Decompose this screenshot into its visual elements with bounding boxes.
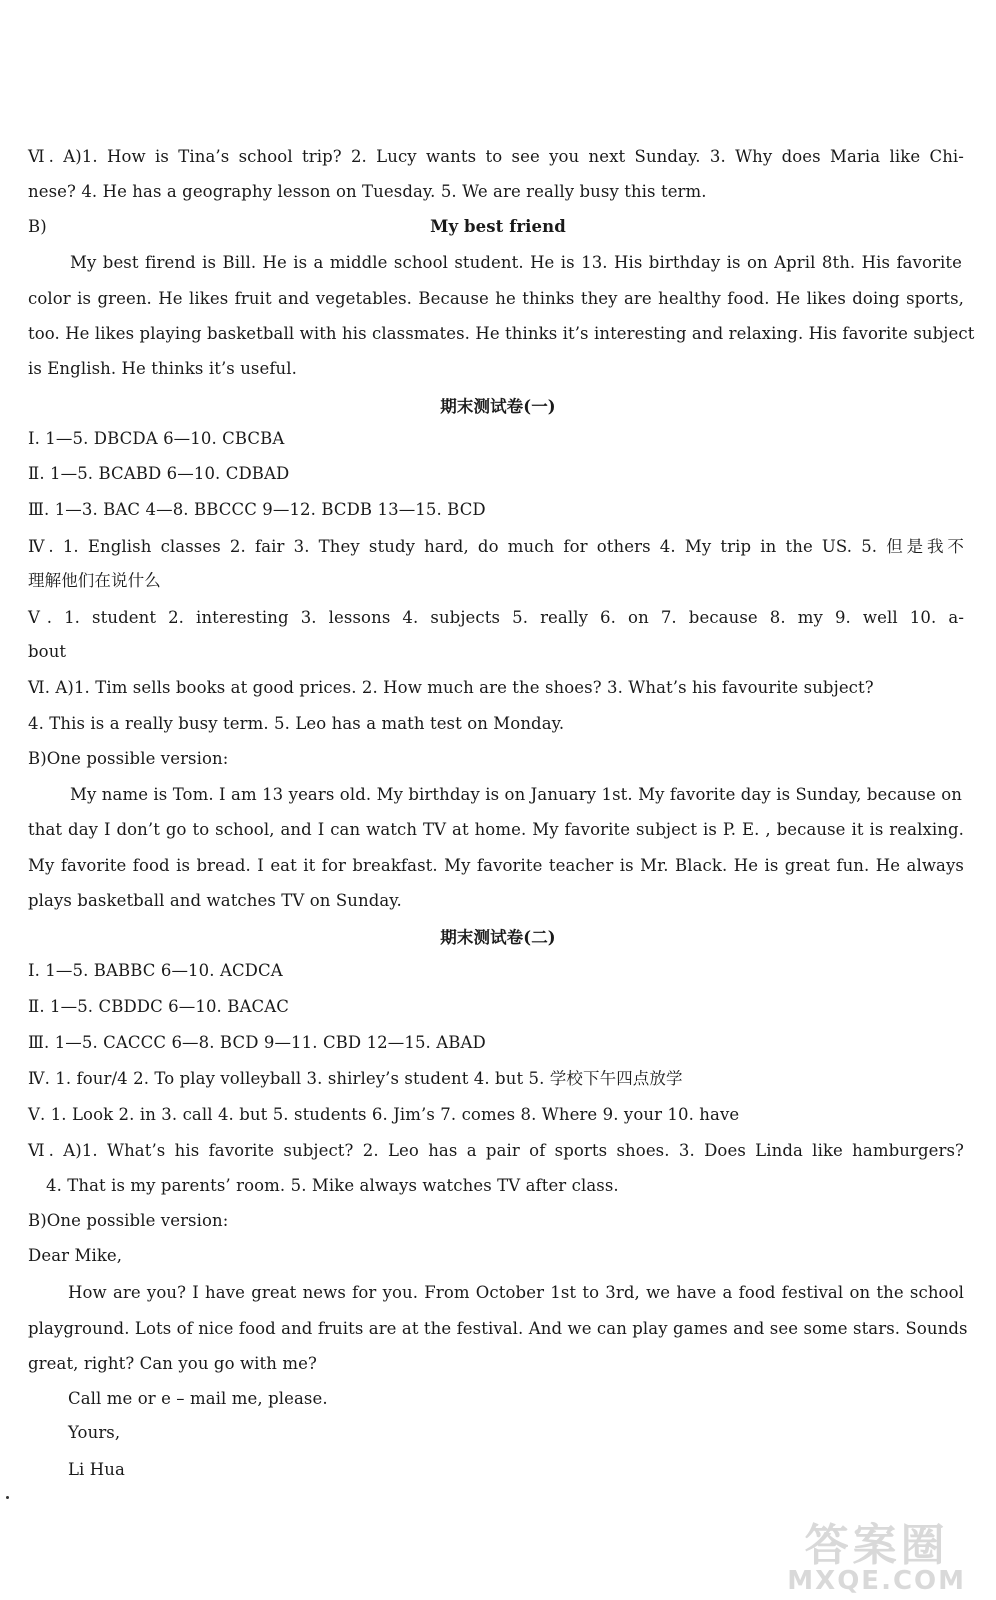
- ln-12: Ⅳ. 1. English classes 2. fair 3. They study hard, do much for others 4. My trip in the US. 5. 但是我不: [28, 537, 964, 556]
- ln-26: Ⅲ. 1—5. CACCC 6—8. BCD 9—11. CBD 12—15. ABAD: [28, 1033, 486, 1052]
- ln-29: Ⅵ. A)1. What’s his favorite subject? 2. Leo has a pair of sports shoes. 3. Does Linda like hamburgers?: [28, 1141, 964, 1160]
- ln-36: Call me or e – mail me, please.: [68, 1389, 328, 1408]
- section-title-final-test-2: 期末测试卷(二): [440, 928, 556, 947]
- ln-25: Ⅱ. 1—5. CBDDC 6—10. BACAC: [28, 997, 289, 1016]
- ln-30: 4. That is my parents’ room. 5. Mike always watches TV after class.: [46, 1176, 619, 1195]
- ln-32: Dear Mike,: [28, 1246, 123, 1265]
- ln-20: that day I don’t go to school, and I can watch TV at home. My favorite subject is P. E. , because it is realxing.: [28, 820, 964, 839]
- ln-13: 理解他们在说什么: [28, 571, 161, 590]
- ln-5: color is green. He likes fruit and vegetables. Because he thinks they are healthy food. He likes doing sports,: [28, 289, 964, 308]
- ln-27: Ⅳ. 1. four/4 2. To play volleyball 3. shirley’s student 4. but 5. 学校下午四点放学: [28, 1069, 683, 1088]
- stray-mark: [6, 1496, 9, 1499]
- ln-0: Ⅵ. A)1. How is Tina’s school trip? 2. Lucy wants to see you next Sunday. 3. Why does Maria like Chi-: [28, 147, 964, 166]
- ln-22: plays basketball and watches TV on Sunday.: [28, 891, 402, 910]
- ln-16: Ⅵ. A)1. Tim sells books at good prices. 2. How much are the shoes? 3. What’s his favourite subject?: [28, 678, 874, 697]
- ln-18: B)One possible version:: [28, 749, 229, 768]
- ln-35: great, right? Can you go with me?: [28, 1354, 317, 1373]
- ln-28: Ⅴ. 1. Look 2. in 3. call 4. but 5. students 6. Jim’s 7. comes 8. Where 9. your 10. have: [28, 1105, 740, 1124]
- ln-31: B)One possible version:: [28, 1211, 229, 1230]
- ln-14: Ⅴ. 1. student 2. interesting 3. lessons 4. subjects 5. really 6. on 7. because 8. my 9. well 10. a-: [28, 608, 964, 627]
- ln-2: B): [28, 217, 47, 236]
- ln-6: too. He likes playing basketball with his classmates. He thinks it’s interesting and relaxing. His favorite subject: [28, 324, 975, 343]
- ln-4: My best firend is Bill. He is a middle school student. He is 13. His birthday is on April 8th. His favorite: [70, 253, 962, 272]
- watermark-logo: [787, 1520, 966, 1596]
- ln-21: My favorite food is bread. I eat it for breakfast. My favorite teacher is Mr. Black. He is great fun. He always: [28, 856, 964, 875]
- watermark-url: MXQE.COM: [787, 1566, 966, 1596]
- ln-38: Li Hua: [68, 1460, 125, 1479]
- ln-24: Ⅰ. 1—5. BABBC 6—10. ACDCA: [28, 961, 283, 980]
- watermark-text: 答案圈: [804, 1520, 949, 1571]
- ln-37: Yours,: [68, 1423, 121, 1442]
- ln-19: My name is Tom. I am 13 years old. My birthday is on January 1st. My favorite day is Sunday, because on: [70, 785, 962, 804]
- ln-17: 4. This is a really busy term. 5. Leo has a math test on Monday.: [28, 714, 565, 733]
- ln-9: Ⅰ. 1—5. DBCDA 6—10. CBCBA: [28, 429, 285, 448]
- ln-11: Ⅲ. 1—3. BAC 4—8. BBCCC 9—12. BCDB 13—15. BCD: [28, 500, 486, 519]
- ln-34: playground. Lots of nice food and fruits are at the festival. And we can play games and see some stars. Sounds: [28, 1319, 968, 1338]
- section-title-final-test-1: 期末测试卷(一): [440, 397, 556, 416]
- ln-10: Ⅱ. 1—5. BCABD 6—10. CDBAD: [28, 464, 290, 483]
- ln-15: bout: [28, 642, 67, 661]
- essay-title: My best friend: [430, 217, 566, 236]
- ln-7: is English. He thinks it’s useful.: [28, 359, 298, 378]
- ln-1: nese? 4. He has a geography lesson on Tuesday. 5. We are really busy this term.: [28, 182, 707, 201]
- ln-33: How are you? I have great news for you. From October 1st to 3rd, we have a food festival on the school: [68, 1283, 964, 1302]
